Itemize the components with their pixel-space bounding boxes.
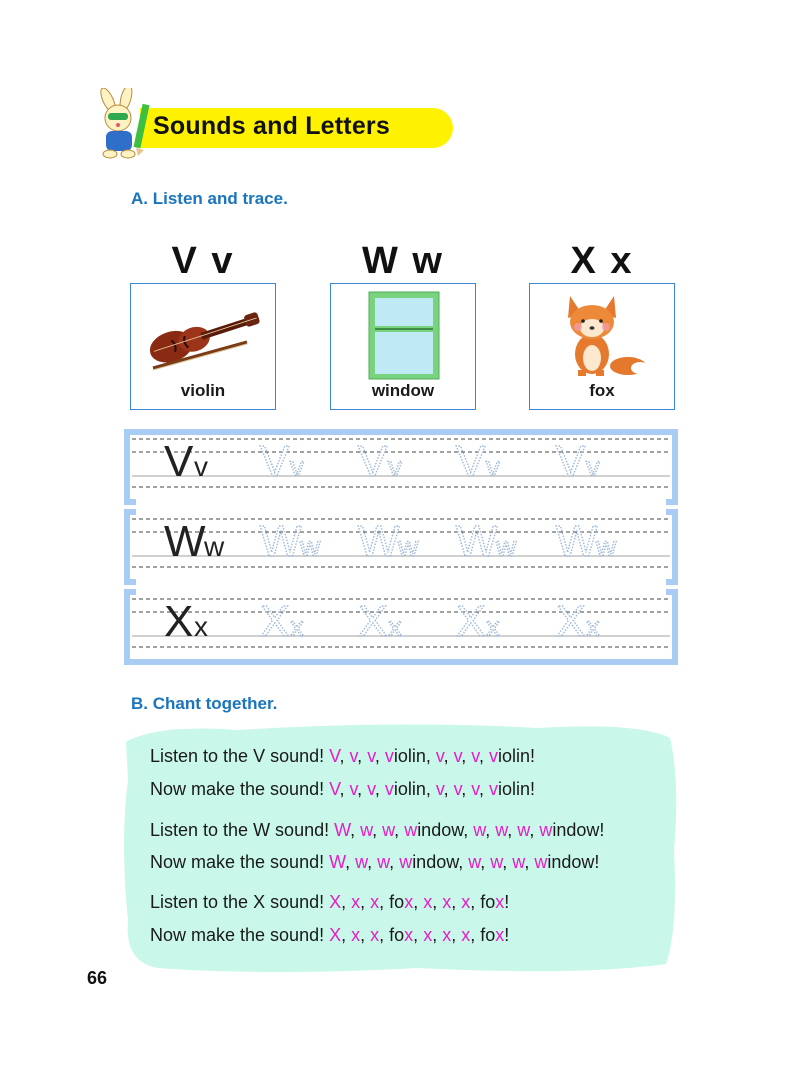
chant-text-segment: indow, xyxy=(417,820,474,840)
chant-text-segment: , xyxy=(374,779,385,799)
highlighted-letter: w xyxy=(468,852,481,872)
letter-heading-x: X x xyxy=(570,240,634,282)
chant-text-segment: Listen to the W sound! xyxy=(150,820,335,840)
highlighted-letter: w xyxy=(490,852,503,872)
highlighted-letter: X xyxy=(329,892,342,912)
highlighted-letter: v xyxy=(384,779,394,799)
chant-text-segment: , xyxy=(341,892,352,912)
chant-text-segment: , fo xyxy=(470,925,496,945)
chant-text-segment: , xyxy=(480,852,491,872)
page-title: Sounds and Letters xyxy=(153,112,390,140)
trace-letter-upper: X xyxy=(358,597,388,646)
chant-text-segment: ! xyxy=(504,892,510,912)
highlighted-letter: v xyxy=(488,746,498,766)
picture-card-fox xyxy=(529,283,675,410)
model-letter-upper: X xyxy=(164,597,194,646)
chant-text-segment: , xyxy=(357,779,368,799)
chant-line xyxy=(150,779,535,800)
chant-line xyxy=(150,925,509,946)
chant-text-segment: , xyxy=(485,820,496,840)
trace-letter-lower: w xyxy=(300,531,321,562)
page-number: 66 xyxy=(87,968,108,988)
highlighted-letter: w xyxy=(473,820,486,840)
highlighted-letter: x xyxy=(495,892,505,912)
model-letter-lower: v xyxy=(194,451,208,482)
trace-letter-upper: V xyxy=(260,437,290,486)
trace-letter-lower: x xyxy=(290,611,304,642)
chant-text-segment: iolin! xyxy=(497,746,535,766)
chant-text-segment: iolin, xyxy=(393,779,436,799)
chant-text-segment: , xyxy=(443,779,454,799)
chant-text-segment: , xyxy=(529,820,540,840)
chant-text-segment: , xyxy=(461,779,472,799)
highlighted-letter: w xyxy=(355,852,368,872)
highlighted-letter: w xyxy=(517,820,530,840)
chant-text-segment: , xyxy=(524,852,535,872)
trace-letter-lower: v xyxy=(388,451,402,482)
chant-text-segment: , fo xyxy=(379,925,405,945)
highlighted-letter: x xyxy=(442,892,452,912)
highlighted-letter: x xyxy=(461,925,471,945)
fox-picture xyxy=(530,284,676,384)
trace-letter-upper: W xyxy=(358,517,400,566)
chant-text-segment: , xyxy=(367,852,378,872)
violin-picture xyxy=(131,284,277,384)
highlighted-letter: v xyxy=(349,746,358,766)
highlighted-letter: v xyxy=(435,779,444,799)
section-b-title: B. Chant together. xyxy=(131,694,278,713)
chant-text-segment: , xyxy=(502,852,513,872)
chant-text-segment: , xyxy=(478,779,489,799)
highlighted-letter: x xyxy=(370,892,380,912)
chant-line xyxy=(150,852,599,873)
chant-text-segment: , xyxy=(507,820,518,840)
chant-text-segment: ! xyxy=(504,925,510,945)
highlighted-letter: v xyxy=(488,779,498,799)
highlighted-letter: X xyxy=(329,925,342,945)
chant-text-segment: , xyxy=(360,892,371,912)
trace-letter-upper: V xyxy=(358,437,388,486)
highlighted-letter: x xyxy=(461,892,471,912)
chant-text-segment: , fo xyxy=(379,892,405,912)
chant-text-segment: Now make the sound! xyxy=(150,852,330,872)
trace-letter-upper: X xyxy=(456,597,486,646)
word-label-window: window xyxy=(371,381,435,400)
highlighted-letter: v xyxy=(471,746,479,766)
chant-text-segment: indow! xyxy=(552,820,605,840)
highlighted-letter: W xyxy=(334,820,351,840)
highlighted-letter: w xyxy=(377,852,390,872)
highlighted-letter: x xyxy=(351,925,361,945)
chant-text-segment: indow! xyxy=(547,852,600,872)
highlighted-letter: x xyxy=(423,925,433,945)
highlighted-letter: w xyxy=(495,820,508,840)
trace-letter-lower: x xyxy=(586,611,600,642)
chant-text-segment: , xyxy=(413,892,424,912)
chant-text-segment: , xyxy=(357,746,368,766)
highlighted-letter: v xyxy=(367,779,375,799)
trace-letter-upper: X xyxy=(260,597,290,646)
chant-text-segment: , xyxy=(451,925,462,945)
chant-text-segment: indow, xyxy=(412,852,469,872)
chant-text-segment: Now make the sound! xyxy=(150,779,330,799)
highlighted-letter: w xyxy=(534,852,548,872)
trace-letter-lower: x xyxy=(486,611,500,642)
chant-text-segment: , xyxy=(372,820,383,840)
chant-text-segment: , xyxy=(432,892,443,912)
highlighted-letter: v xyxy=(471,779,479,799)
chant-text-segment: , xyxy=(451,892,462,912)
word-label-fox: fox xyxy=(589,381,615,400)
chant-text-segment: , xyxy=(345,852,356,872)
trace-letter-lower: w xyxy=(398,531,419,562)
model-letter-lower: w xyxy=(204,531,225,562)
picture-card-violin xyxy=(130,283,276,410)
chant-text-segment: , xyxy=(461,746,472,766)
word-label-violin: violin xyxy=(180,381,226,400)
highlighted-letter: W xyxy=(329,852,346,872)
highlighted-letter: v xyxy=(384,746,394,766)
letter-tracing-area xyxy=(124,429,678,665)
model-letter-upper: V xyxy=(164,437,194,486)
chant-text-segment: , xyxy=(443,746,454,766)
chant-text-segment: Listen to the X sound! xyxy=(150,892,330,912)
letter-heading-w: W w xyxy=(362,240,444,282)
highlighted-letter: v xyxy=(349,779,358,799)
chant-text-segment: iolin, xyxy=(393,746,436,766)
chant-text-segment: , xyxy=(339,779,350,799)
chant-text-segment: Listen to the V sound! xyxy=(150,746,330,766)
chant-text-segment: , xyxy=(339,746,350,766)
letter-heading-v: V v xyxy=(171,240,235,282)
chant-text-segment: , xyxy=(374,746,385,766)
trace-letter-upper: X xyxy=(556,597,586,646)
chant-line xyxy=(150,746,535,767)
model-letter-upper: W xyxy=(164,517,206,566)
trace-letter-lower: w xyxy=(496,531,517,562)
trace-letter-lower: x xyxy=(388,611,402,642)
chant-text-segment: , xyxy=(360,925,371,945)
trace-letter-upper: W xyxy=(260,517,302,566)
chant-text-segment: , xyxy=(432,925,443,945)
highlighted-letter: x xyxy=(351,892,361,912)
trace-letter-lower: v xyxy=(290,451,304,482)
rabbit-mascot-icon xyxy=(86,88,156,160)
chant-text-segment: iolin! xyxy=(497,779,535,799)
chant-text-segment: Now make the sound! xyxy=(150,925,330,945)
model-letter-lower: x xyxy=(194,611,208,642)
picture-card-window xyxy=(330,283,476,410)
highlighted-letter: v xyxy=(435,746,444,766)
chant-text-segment: , xyxy=(350,820,361,840)
trace-letter-lower: w xyxy=(596,531,617,562)
chant-text-segment: , xyxy=(478,746,489,766)
highlighted-letter: w xyxy=(399,852,413,872)
trace-letter-lower: v xyxy=(586,451,600,482)
highlighted-letter: v xyxy=(453,746,462,766)
window-picture xyxy=(331,284,477,384)
highlighted-letter: w xyxy=(404,820,418,840)
trace-letter-upper: V xyxy=(456,437,486,486)
chant-text-segment: , xyxy=(394,820,405,840)
highlighted-letter: w xyxy=(382,820,395,840)
highlighted-letter: x xyxy=(442,925,452,945)
highlighted-letter: w xyxy=(539,820,553,840)
trace-letter-upper: W xyxy=(556,517,598,566)
highlighted-letter: x xyxy=(404,925,414,945)
highlighted-letter: v xyxy=(453,779,462,799)
chant-text-segment: , xyxy=(413,925,424,945)
highlighted-letter: v xyxy=(367,746,375,766)
trace-letter-upper: V xyxy=(556,437,586,486)
trace-letter-upper: W xyxy=(456,517,498,566)
highlighted-letter: x xyxy=(495,925,505,945)
highlighted-letter: w xyxy=(512,852,525,872)
highlighted-letter: V xyxy=(329,746,340,766)
highlighted-letter: V xyxy=(329,779,340,799)
highlighted-letter: x xyxy=(404,892,414,912)
chant-text-segment: , fo xyxy=(470,892,496,912)
highlighted-letter: x xyxy=(370,925,380,945)
chant-line xyxy=(150,892,509,913)
chant-text-segment: , xyxy=(389,852,400,872)
section-a-title: A. Listen and trace. xyxy=(131,189,288,208)
trace-letter-lower: v xyxy=(486,451,500,482)
chant-text-segment: , xyxy=(341,925,352,945)
highlighted-letter: x xyxy=(423,892,433,912)
chant-line xyxy=(150,820,604,841)
highlighted-letter: w xyxy=(360,820,373,840)
